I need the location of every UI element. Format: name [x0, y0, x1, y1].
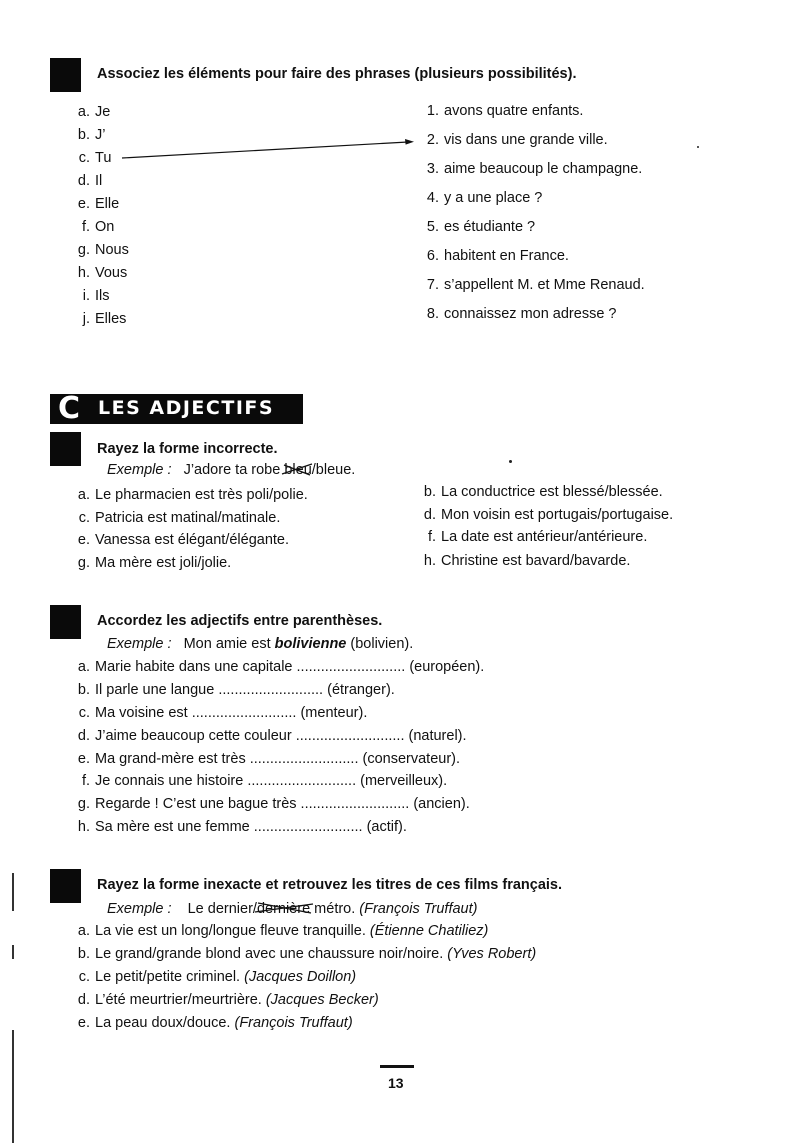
- list-item: b. Le grand/grande blond avec une chaussure noir/noire. (Yves Robert): [77, 946, 537, 962]
- list-item: f. La date est antérieur/antérieure.: [427, 529, 648, 545]
- section-title: LES ADJECTIFS: [98, 397, 275, 419]
- list-item: d. Il: [77, 173, 103, 189]
- list-item: g. Ma mère est joli/jolie.: [77, 555, 232, 571]
- list-item: d. J’aime beaucoup cette couleur ........................... (naturel).: [77, 728, 467, 744]
- page-number: 13: [388, 1075, 404, 1091]
- exercise-4-example: Exemple : Le dernier/dernière métro. (François Truffaut): [107, 901, 478, 917]
- exercise-marker-square: [50, 432, 81, 466]
- exercise-3-instruction: Accordez les adjectifs entre parenthèses.: [97, 613, 383, 629]
- list-item: e. Ma grand-mère est très ........................... (conservateur).: [77, 751, 461, 767]
- list-item: b. La conductrice est blessé/blessée.: [423, 484, 663, 500]
- list-item: g. Nous: [77, 242, 129, 258]
- exercise-marker-square: [50, 605, 81, 639]
- list-item: h. Vous: [77, 265, 128, 281]
- list-item: 2. vis dans une grande ville.: [426, 132, 608, 148]
- margin-mark: [12, 1030, 14, 1143]
- exercise-3-example: Exemple : Mon amie est bolivienne (bolivien).: [107, 636, 414, 652]
- list-item: d. L’été meurtrier/meurtrière. (Jacques Becker): [77, 992, 379, 1008]
- list-item: 6. habitent en France.: [426, 248, 569, 264]
- list-item: c. Tu: [78, 150, 112, 166]
- list-item: f. On: [81, 219, 115, 235]
- list-item: h. Christine est bavard/bavarde.: [423, 553, 631, 569]
- list-item: a. La vie est un long/longue fleuve tranquille. (Étienne Chatiliez): [77, 923, 489, 939]
- list-item: 8. connaissez mon adresse ?: [426, 306, 617, 322]
- margin-mark: [12, 945, 14, 959]
- list-item: c. Ma voisine est .......................... (menteur).: [78, 705, 368, 721]
- list-item: j. Elles: [82, 311, 127, 327]
- list-item: g. Regarde ! C’est une bague très ........................... (ancien).: [77, 796, 470, 812]
- list-item: c. Patricia est matinal/matinale.: [78, 510, 281, 526]
- list-item: 4. y a une place ?: [426, 190, 543, 206]
- stray-mark: [697, 146, 699, 148]
- list-item: b. J’: [77, 127, 106, 143]
- list-item: c. Le petit/petite criminel. (Jacques Doillon): [78, 969, 357, 985]
- list-item: b. Il parle une langue .......................... (étranger).: [77, 682, 395, 698]
- section-letter: C: [58, 391, 81, 426]
- connection-arrow: [0, 0, 800, 200]
- list-item: e. Elle: [77, 196, 120, 212]
- list-item: a. Le pharmacien est très poli/polie.: [77, 487, 308, 503]
- list-item: 1. avons quatre enfants.: [426, 103, 584, 119]
- list-item: h. Sa mère est une femme ........................... (actif).: [77, 819, 407, 835]
- list-item: 7. s’appellent M. et Mme Renaud.: [426, 277, 645, 293]
- list-item: e. La peau doux/douce. (François Truffaut): [77, 1015, 353, 1031]
- list-item: a. Je: [77, 104, 111, 120]
- page-number-rule: [380, 1065, 414, 1068]
- list-item: d. Mon voisin est portugais/portugaise.: [423, 507, 674, 523]
- margin-mark: [12, 873, 14, 911]
- stray-mark: [509, 460, 512, 463]
- list-item: 3. aime beaucoup le champagne.: [426, 161, 643, 177]
- list-item: a. Marie habite dans une capitale ........................... (européen).: [77, 659, 485, 675]
- struck-word: bleu: [284, 462, 312, 478]
- exercise-2-example: Exemple : J’adore ta robe bleu /bleue.: [107, 462, 356, 478]
- list-item: 5. es étudiante ?: [426, 219, 536, 235]
- exercise-1-instruction: Associez les éléments pour faire des phrases (plusieurs possibilités).: [97, 66, 577, 82]
- list-item: f. Je connais une histoire ........................... (merveilleux).: [81, 773, 448, 789]
- section-header: [50, 391, 303, 426]
- list-item: e. Vanessa est élégant/élégante.: [77, 532, 290, 548]
- list-item: i. Ils: [82, 288, 110, 304]
- exercise-4-instruction: Rayez la forme inexacte et retrouvez les titres de ces films français.: [97, 877, 563, 893]
- exercise-marker-square: [50, 869, 81, 903]
- struck-word: dernière: [257, 901, 310, 917]
- exercise-2-instruction: Rayez la forme incorrecte.: [97, 441, 278, 457]
